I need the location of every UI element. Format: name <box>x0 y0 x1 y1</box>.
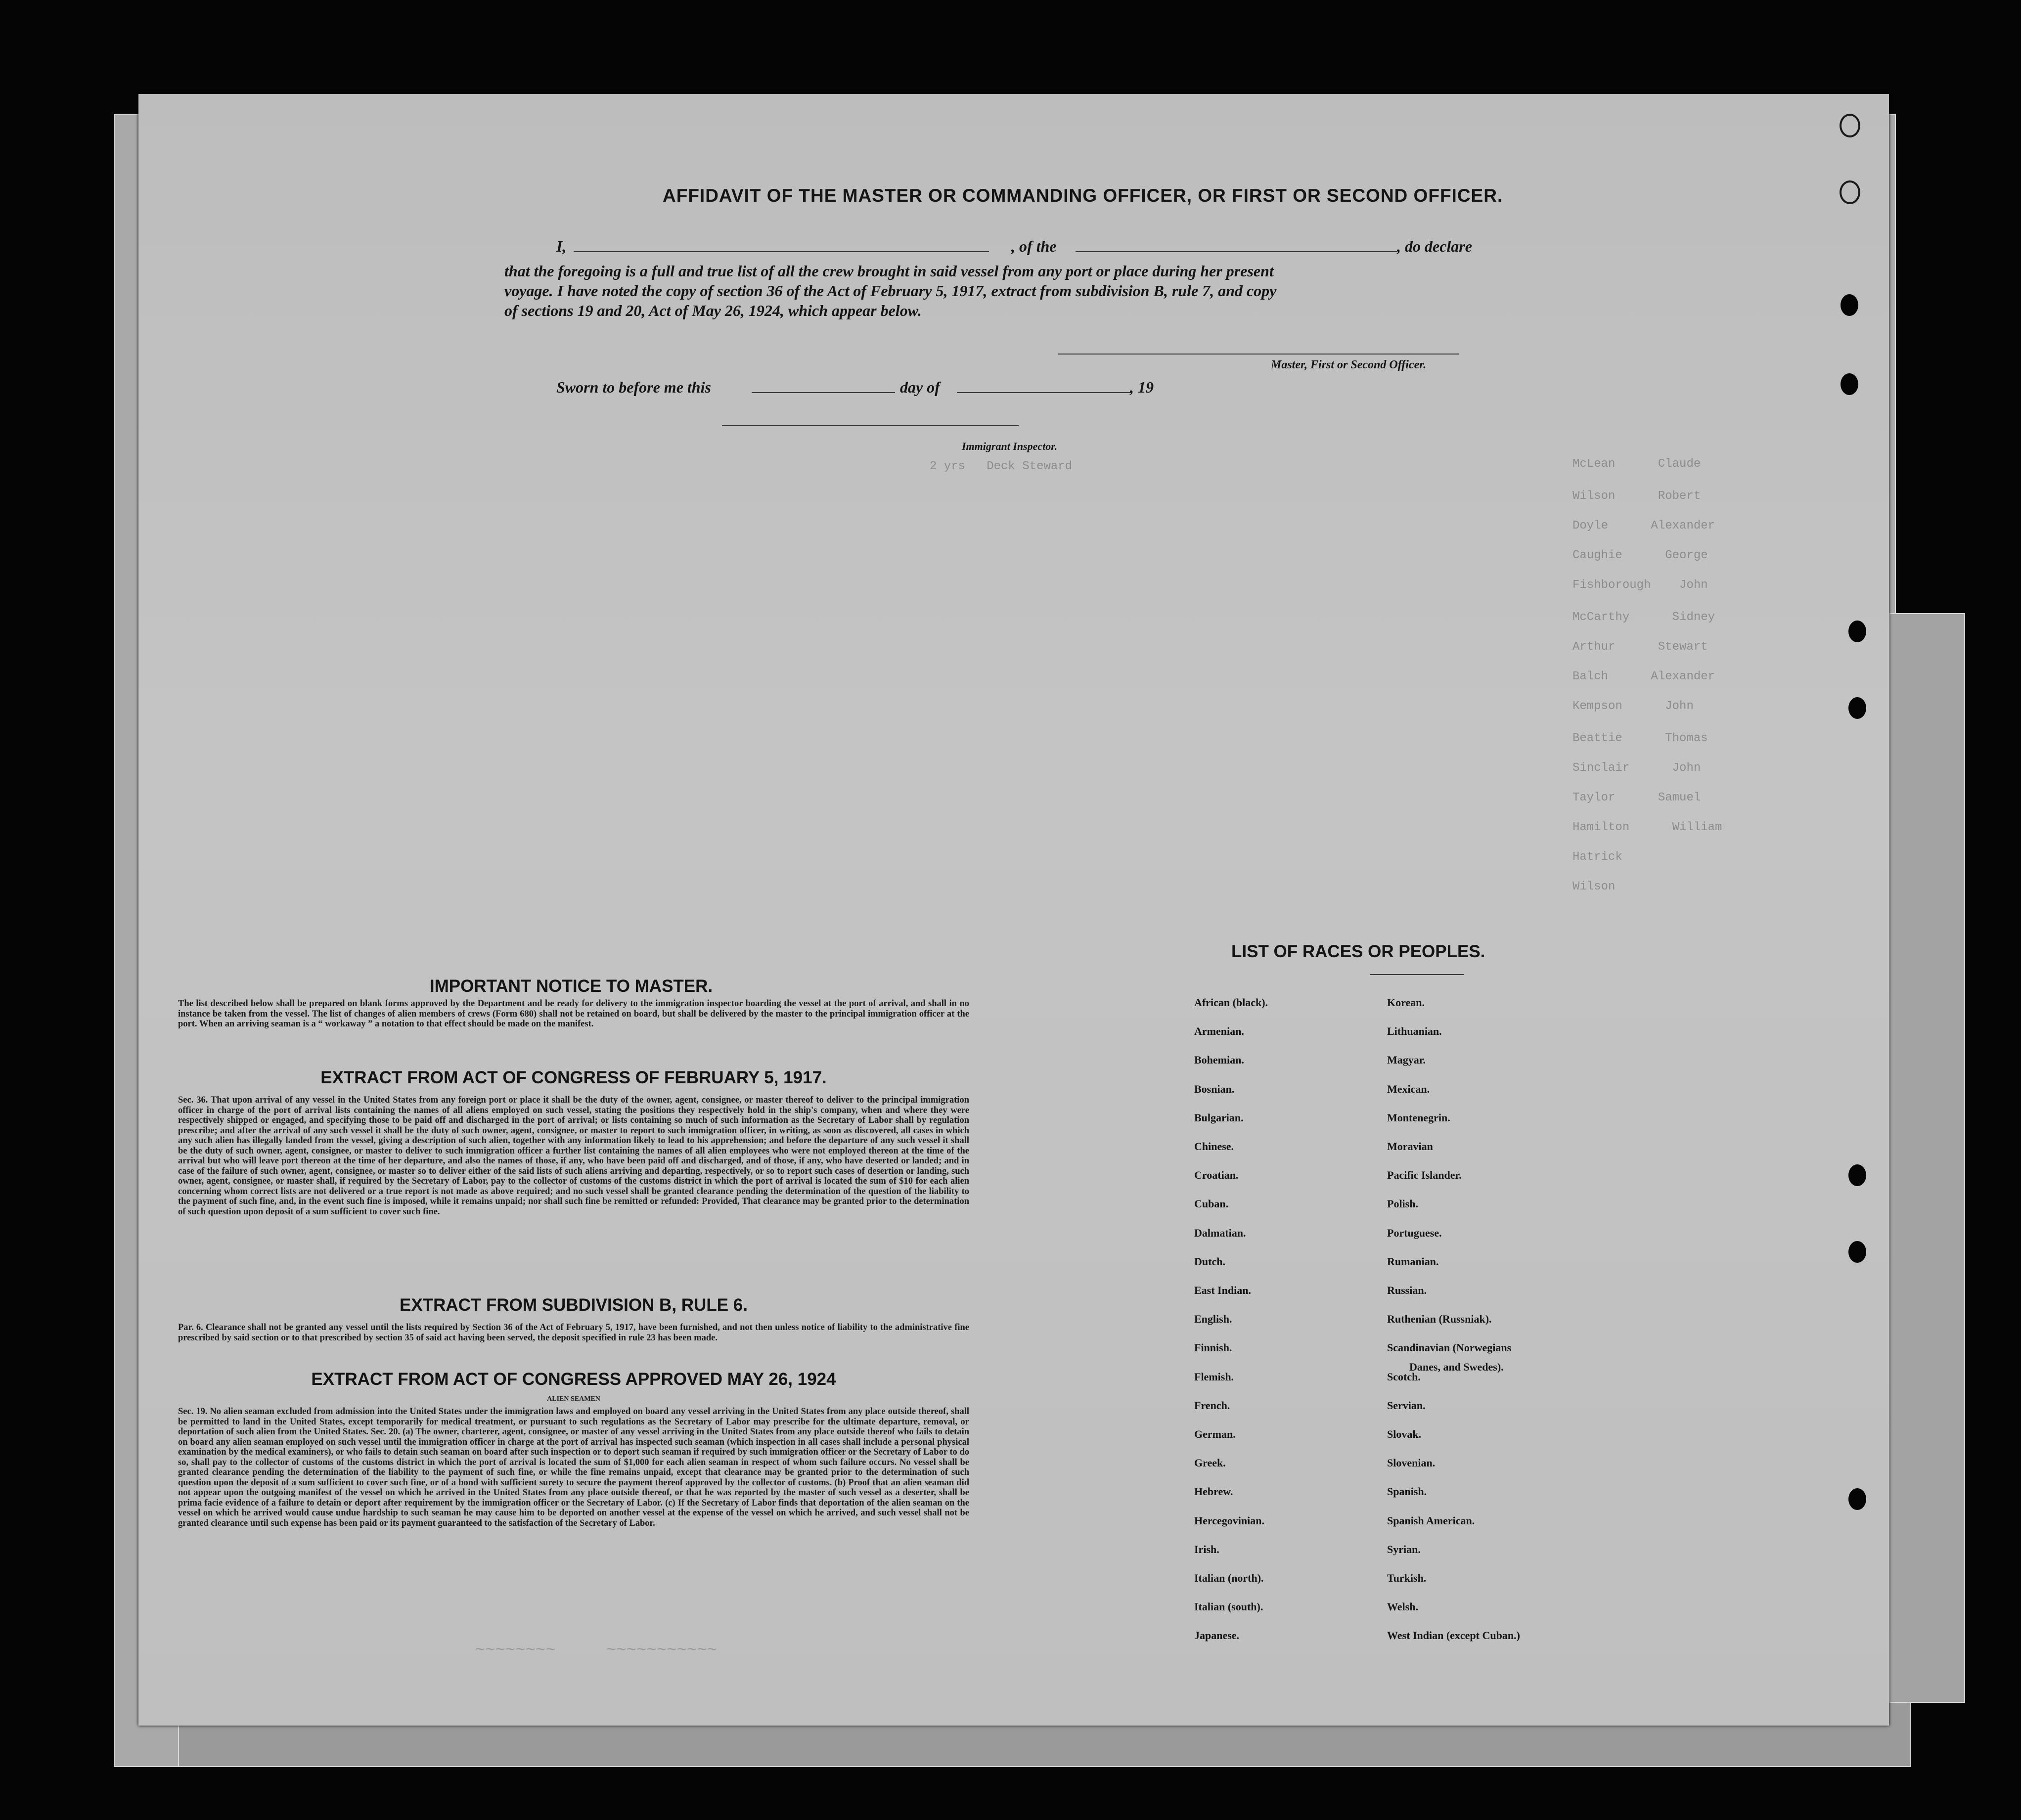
race-item: Rumanian. <box>1387 1255 1439 1268</box>
year-label: , 19 <box>1130 378 1154 396</box>
punch-hole <box>1841 294 1858 316</box>
sworn-label: Sworn to before me this <box>556 378 711 396</box>
race-item: Croatian. <box>1194 1169 1239 1182</box>
do-declare-label: , do declare <box>1397 237 1472 255</box>
affidavit-title: AFFIDAVIT OF THE MASTER OR COMMANDING OFFICER, OR FIRST OR SECOND OFFICER. <box>663 185 1503 206</box>
race-item: Irish. <box>1194 1543 1219 1555</box>
inspector-label: Immigrant Inspector. <box>962 440 1058 452</box>
sworn-month-blank[interactable] <box>957 392 1132 393</box>
race-item: Italian (south). <box>1194 1600 1263 1613</box>
sworn-day-blank[interactable] <box>752 392 895 393</box>
declarant-label: I, <box>556 237 567 255</box>
punch-hole <box>1840 114 1860 137</box>
punch-hole <box>1848 621 1866 642</box>
race-item: Italian (north). <box>1194 1572 1264 1584</box>
race-item: Lithuanian. <box>1387 1025 1442 1038</box>
inspector-signature-blank[interactable] <box>722 425 1019 426</box>
race-item: Spanish American. <box>1387 1514 1475 1527</box>
race-item: Armenian. <box>1194 1025 1244 1038</box>
race-item: Polish. <box>1387 1198 1418 1210</box>
punch-hole <box>1840 180 1860 204</box>
race-item: French. <box>1194 1399 1230 1412</box>
declarant-name-blank[interactable] <box>574 251 989 252</box>
race-item: Russian. <box>1387 1284 1427 1296</box>
extract-1924-subtitle: ALIEN SEAMEN <box>547 1395 600 1403</box>
race-item: Dutch. <box>1194 1255 1225 1268</box>
punch-hole <box>1848 1164 1866 1186</box>
race-item: African (black). <box>1194 996 1268 1009</box>
race-item: Magyar. <box>1387 1054 1426 1066</box>
master-signature-blank[interactable] <box>1058 354 1459 355</box>
master-signature-label: Master, First or Second Officer. <box>1271 358 1427 371</box>
extract-1917-body: Sec. 36. That upon arrival of any vessel in the United States from any foreign port or place it shall be the duty of the owner, agent, consignee, or master thereof to deliver to the principal immigration officer in charge of the port of arrival lists containing the names of all aliens employed on such vessel, stating the positions they respectively hold in the ship's company, when and where they were respectively shipped or engaged, and specifying those to be paid off and discharged in the port of arrival; or lists containing so much of such information as the Secretary of Labor shall by regulation prescribe; and after the arrival of any such vessel it shall be the duty of such owner, agent, consignee, or master to report to such immigration officer, in writing, as soon as discovered, all cases in which any such alien has illegally landed from the vessel, giving a description of such alien, together with any information likely to lead to his apprehension; and before the departure of any such vessel it shall be the duty of such owner, agent, consignee, or master to deliver to such immigration officer a further list containing the names of all alien employees who were not employed thereon at the time of the arrival but who will leave port thereon at the time of her departure, and also the names of those, if any, who have been paid off and discharged, and of those, if any, who have deserted or landed; and in case of the failure of such owner, agent, consignee, or master so to deliver either of the said lists of such aliens arriving and departing, respectively, or so to report such cases of desertion or landing, such owner, agent, consignee, or master shall, if required by the Secretary of Labor, pay to the collector of customs of the customs district in which the port of arrival is located the sum of $10 for each alien concerning whom correct lists are not delivered or a true report is not made as above required; and no such vessel shall be granted clearance pending the determination of the question of the liability to the payment of such fine, and, in the event such fine is imposed, while it remains unpaid; nor shall such fine be remitted or refunded: Provided, That clearance may be granted prior to the determination of such question upon deposit of a sum sufficient to cover such fine. <box>178 1095 969 1217</box>
race-item: Spanish. <box>1387 1485 1427 1498</box>
race-item: Japanese. <box>1194 1629 1240 1642</box>
manifest-page: McLean Claude Wilson Robert Doyle Alexander Caughie George Fishborough John McCarthy Sidney Arthur Stewart Balch Alexander Kempson John Beattie Thomas Sinclair John Taylor Samuel Hamilton William Hatrick Wilson 2 yrs Deck Steward AFFIDAVIT OF THE MASTER OR COMMANDING OFFICER, OR FIRST OR SECOND OFFICER. I, , of the , do declare that the foregoing is a full and true list of all the crew brought in said vessel from any port or place during her present voyage. I have noted the copy of section 36 of the Act of February 5, 1917, extract from subdivision B, rule 7, and copy of sections 19 and 20, Act of May 26, 1924, which appear below. Master, First or Second Officer. Sworn to before me this day of , 19 Immigrant Inspector. IMPORTANT NOTICE TO MASTER. The list described below shall be prepared on blank forms approved by the Department and be ready for delivery to the immigration inspector boarding the vessel at the port of arrival, and shall in no instance be taken from the vessel. The list of changes of alien members of crews (Form 680) shall not be retained on board, but shall be delivered by the master to the principal immigration officer at the port. When an arriving seaman is a “ workaway ” a notation to that effect should be made on the manifest. EXTRACT FROM ACT OF CONGRESS OF FEBRUARY 5, 1917. Sec. 36. That upon arrival of any vessel in the United States from any foreign port or place it shall be the duty of the owner, agent, consignee, or master thereof to deliver to the principal immigration officer in charge of the port of arrival lists containing the names of all aliens employed on such vessel, stating the positions they respectively hold in the ship's company, when and where they were respectively shipped or engaged, and specifying those to be paid off and discharged in the port of arrival; or lists containing so much of such information as the Secretary of Labor shall by regulation prescribe; and after the arrival of any such vessel it shall be the duty of such owner, agent, consignee, or master to report to such immigration officer, in writing, as soon as discovered, all cases in which any such alien has illegally landed from the vessel, giving a description of such alien, together with any information likely to lead to his apprehension; and before the departure of any such vessel it shall be the duty of such owner, agent, consignee, or master to deliver to such immigration officer a further list containing the names of all alien employees who were not employed thereon at the time of the arrival but who will leave port thereon at the time of her departure, and also the names of those, if any, who have been paid off and discharged, and of those, if any, who have deserted or landed; and in case of the failure of such owner, agent, consignee, or master so to deliver either of the said lists of such aliens arriving and departing, respectively, or so to report such cases of desertion or landing, such owner, agent, consignee, or master shall, if required by the Secretary of Labor, pay to the collector of customs of the customs district in which the port of arrival is located the sum of $10 for each alien concerning whom correct lists are not delivered or a true report is not made as above required; and no such vessel shall be granted clearance pending the determination of the question of the liability to the payment of such fine, and, in the event such fine is imposed, while it remains unpaid; nor shall such fine be remitted or refunded: Provided, That clearance may be granted prior to the determination of such question upon deposit of a sum sufficient to cover such fine. EXTRACT FROM SUBDIVISION B, RULE 6. Par. 6. Clearance shall not be granted any vessel until the lists required by Section 36 of the Act of February 5, 1917, have been furnished, and not then unless notice of liability to the administrative fine prescribed by said section or to that prescribed by section 35 of said act having been served, the deposit specified in rule 23 has been made. EXTRACT FROM ACT OF CONGRESS APPROVED MAY 26, 1924 ALIEN SEAMEN Sec. 19. No alien seaman excluded from admission into the United States under the immigration laws and employed on board any vessel arriving in the United States from any place outside thereof, shall be permitted to land in the United States, except temporarily for medical treatment, or pursuant to such regulations as the Secretary of Labor may prescribe for the ultimate departure, removal, or deportation of such alien from the United States. Sec. 20. (a) The owner, charterer, agent, consignee, or master of any vessel arriving in the United States from any place outside thereof who fails to detain on board any alien seaman employed on such vessel until the immigration officer in charge at the port of arrival has inspected such seaman (which inspection in all cases shall include a personal physical examination by the medical examiners), or who fails to detain such seaman on board after such inspection or to deport such seaman if required by such immigration officer or the Secretary of Labor to do so, shall pay to the collector of customs of the customs district in which the port of arrival is located the sum of $1,000 for each alien seaman in respect of whom such failure occurs. No vessel shall be granted clearance pending the determination of the liability to the payment of such fine, or while the fine remains unpaid, except that clearance may be granted prior to the determination of such question upon the deposit of a sum sufficient to cover such fine, or of a bond with sufficient surety to secure the payment thereof approved by the collector of customs. (b) Proof that an alien seaman did not appear upon the outgoing manifest of the vessel on which he arrived in the United States from any place outside thereof, or that he was reported by the master of such vessel as a deserter, shall be prima facie evidence of a failure to detain or deport after requirement by the immigration officer or the Secretary of Labor. (c) If the Secretary of Labor finds that deportation of the alien seaman on the vessel on which he arrived would cause undue hardship to such seaman he may cause him to be deported on another vessel at the expense of the vessel on which he arrived, and such vessel shall not be granted clearance until such expense has been paid or its payment guaranteed to the satisfaction of the Secretary of Labor. LIST OF RACES OR PEOPLES. African (black). Armenian. Bohemian. Bosnian. Bulgarian. Chinese. Croatian. Cuban. Dalmatian. Dutch. East Indian. English. Finnish. Flemish. French. German. Greek. Hebrew. Hercegovinian. Irish. Italian (north). Italian (south). Japanese. Korean. Lithuanian. Magyar. Mexican. Montenegrin. Moravian Pacific Islander. Polish. Portuguese. Rumanian. Russian. Ruthenian (Russniak). Scandinavian (Norwegians Scotch. Servian. Slovak. Slovenian. Spanish. Spanish American. Syrian. Turkish. Welsh. West Indian (except Cuban.) Danes, and Swedes). ~~~~~~~~ ~~~~~~~~~~~ <box>138 94 1889 1726</box>
punch-hole <box>1841 373 1858 395</box>
race-item: Bohemian. <box>1194 1054 1244 1066</box>
race-item: English. <box>1194 1313 1232 1326</box>
race-item: Turkish. <box>1387 1572 1427 1584</box>
race-item: West Indian (except Cuban.) <box>1387 1629 1520 1642</box>
extract-1917-title: EXTRACT FROM ACT OF CONGRESS OF FEBRUARY 5, 1917. <box>320 1068 827 1087</box>
extract-rule6-body: Par. 6. Clearance shall not be granted any vessel until the lists required by Section 36 of the Act of February 5, 1917, have been furnished, and not then unless notice of liability to the administrative fine prescribed by said section or to that prescribed by section 35 of said act having been served, the deposit specified in rule 23 has been made. <box>178 1323 969 1343</box>
affidavit-body-line3: of sections 19 and 20, Act of May 26, 1924, which appear below. <box>504 302 922 319</box>
race-item: Scotch. <box>1387 1370 1421 1383</box>
day-of-label: day of <box>900 378 940 396</box>
race-item: Korean. <box>1387 996 1425 1009</box>
races-title-rule <box>1370 974 1464 975</box>
race-item: Pacific Islander. <box>1387 1169 1462 1182</box>
vessel-name-blank[interactable] <box>1076 251 1397 252</box>
races-title: LIST OF RACES OR PEOPLES. <box>1231 942 1485 961</box>
extract-1924-title: EXTRACT FROM ACT OF CONGRESS APPROVED MAY 26, 1924 <box>311 1370 836 1389</box>
notice-body: The list described below shall be prepared on blank forms approved by the Department and be ready for delivery to the immigration inspector boarding the vessel at the port of arrival, and shall in no instance be taken from the vessel. The list of changes of alien members of crews (Form 680) shall not be retained on board, but shall be delivered by the master to the principal immigration officer at the port. When an arriving seaman is a “ workaway ” a notation to that effect should be made on the manifest. <box>178 999 969 1029</box>
race-item: Ruthenian (Russniak). <box>1387 1313 1492 1326</box>
of-the-label: , of the <box>1011 237 1057 255</box>
right-side-sheet <box>1889 613 1965 1703</box>
race-item: Hebrew. <box>1194 1485 1233 1498</box>
punch-hole <box>1848 1488 1866 1510</box>
race-item: Moravian <box>1387 1140 1433 1153</box>
race-scandinavian-continued: Danes, and Swedes). <box>1409 1361 1504 1373</box>
punch-hole <box>1848 697 1866 719</box>
race-item: Welsh. <box>1387 1600 1418 1613</box>
race-item: Servian. <box>1387 1399 1426 1412</box>
race-item: Mexican. <box>1387 1082 1430 1095</box>
punch-hole <box>1848 1241 1866 1263</box>
race-item: Syrian. <box>1387 1543 1421 1555</box>
affidavit-body-line1: that the foregoing is a full and true list of all the crew brought in said vessel from any port or place during her present <box>504 262 1274 280</box>
race-item: Flemish. <box>1194 1370 1234 1383</box>
faint-signature: ~~~~~~~~ ~~~~~~~~~~~ <box>475 1642 717 1660</box>
extract-rule6-title: EXTRACT FROM SUBDIVISION B, RULE 6. <box>400 1295 748 1315</box>
race-item: Scandinavian (Norwegians <box>1387 1341 1512 1354</box>
affidavit-body-line2: voyage. I have noted the copy of section 36 of the Act of February 5, 1917, extract from subdivision B, rule 7, and copy <box>504 282 1277 300</box>
race-item: German. <box>1194 1428 1236 1440</box>
race-item: Bulgarian. <box>1194 1111 1244 1124</box>
race-item: Greek. <box>1194 1457 1226 1469</box>
race-item: Dalmatian. <box>1194 1226 1246 1239</box>
race-item: Chinese. <box>1194 1140 1234 1153</box>
race-item: Cuban. <box>1194 1198 1229 1210</box>
race-item: Slovak. <box>1387 1428 1422 1440</box>
race-item: East Indian. <box>1194 1284 1251 1296</box>
race-item: Montenegrin. <box>1387 1111 1450 1124</box>
notice-title: IMPORTANT NOTICE TO MASTER. <box>429 977 713 996</box>
race-item: Bosnian. <box>1194 1082 1235 1095</box>
race-item: Finnish. <box>1194 1341 1232 1354</box>
race-item: Hercegovinian. <box>1194 1514 1264 1527</box>
extract-1924-body: Sec. 19. No alien seaman excluded from admission into the United States under the immigration laws and employed on board any vessel arriving in the United States from any place outside thereof, shall be permitted to land in the United States, except temporarily for medical treatment, or pursuant to such regulations as the Secretary of Labor may prescribe for the ultimate departure, removal, or deportation of such alien from the United States. Sec. 20. (a) The owner, charterer, agent, consignee, or master of any vessel arriving in the United States from any place outside thereof who fails to detain on board any alien seaman employed on such vessel until the immigration officer in charge at the port of arrival has inspected such seaman (which inspection in all cases shall include a personal physical examination by the medical examiners), or who fails to detain such seaman on board after such inspection or to deport such seaman if required by such immigration officer or the Secretary of Labor to do so, shall pay to the collector of customs of the customs district in which the port of arrival is located the sum of $1,000 for each alien seaman in respect of whom such failure occurs. No vessel shall be granted clearance pending the determination of the liability to the payment of such fine, or while the fine remains unpaid, except that clearance may be granted prior to the determination of such question upon the deposit of a sum sufficient to cover such fine, or of a bond with sufficient surety to secure the payment thereof approved by the collector of customs. (b) Proof that an alien seaman did not appear upon the outgoing manifest of the vessel on which he arrived in the United States from any place outside thereof, or that he was reported by the master of such vessel as a deserter, shall be prima facie evidence of a failure to detain or deport after requirement by the immigration officer or the Secretary of Labor. (c) If the Secretary of Labor finds that deportation of the alien seaman on the vessel on which he arrived would cause undue hardship to such seaman he may cause him to be deported on another vessel at the expense of the vessel on which he arrived, and such vessel shall not be granted clearance until such expense has been paid or its payment guaranteed to the satisfaction of the Secretary of Labor. <box>178 1407 969 1528</box>
race-item: Portuguese. <box>1387 1226 1442 1239</box>
race-item: Slovenian. <box>1387 1457 1436 1469</box>
